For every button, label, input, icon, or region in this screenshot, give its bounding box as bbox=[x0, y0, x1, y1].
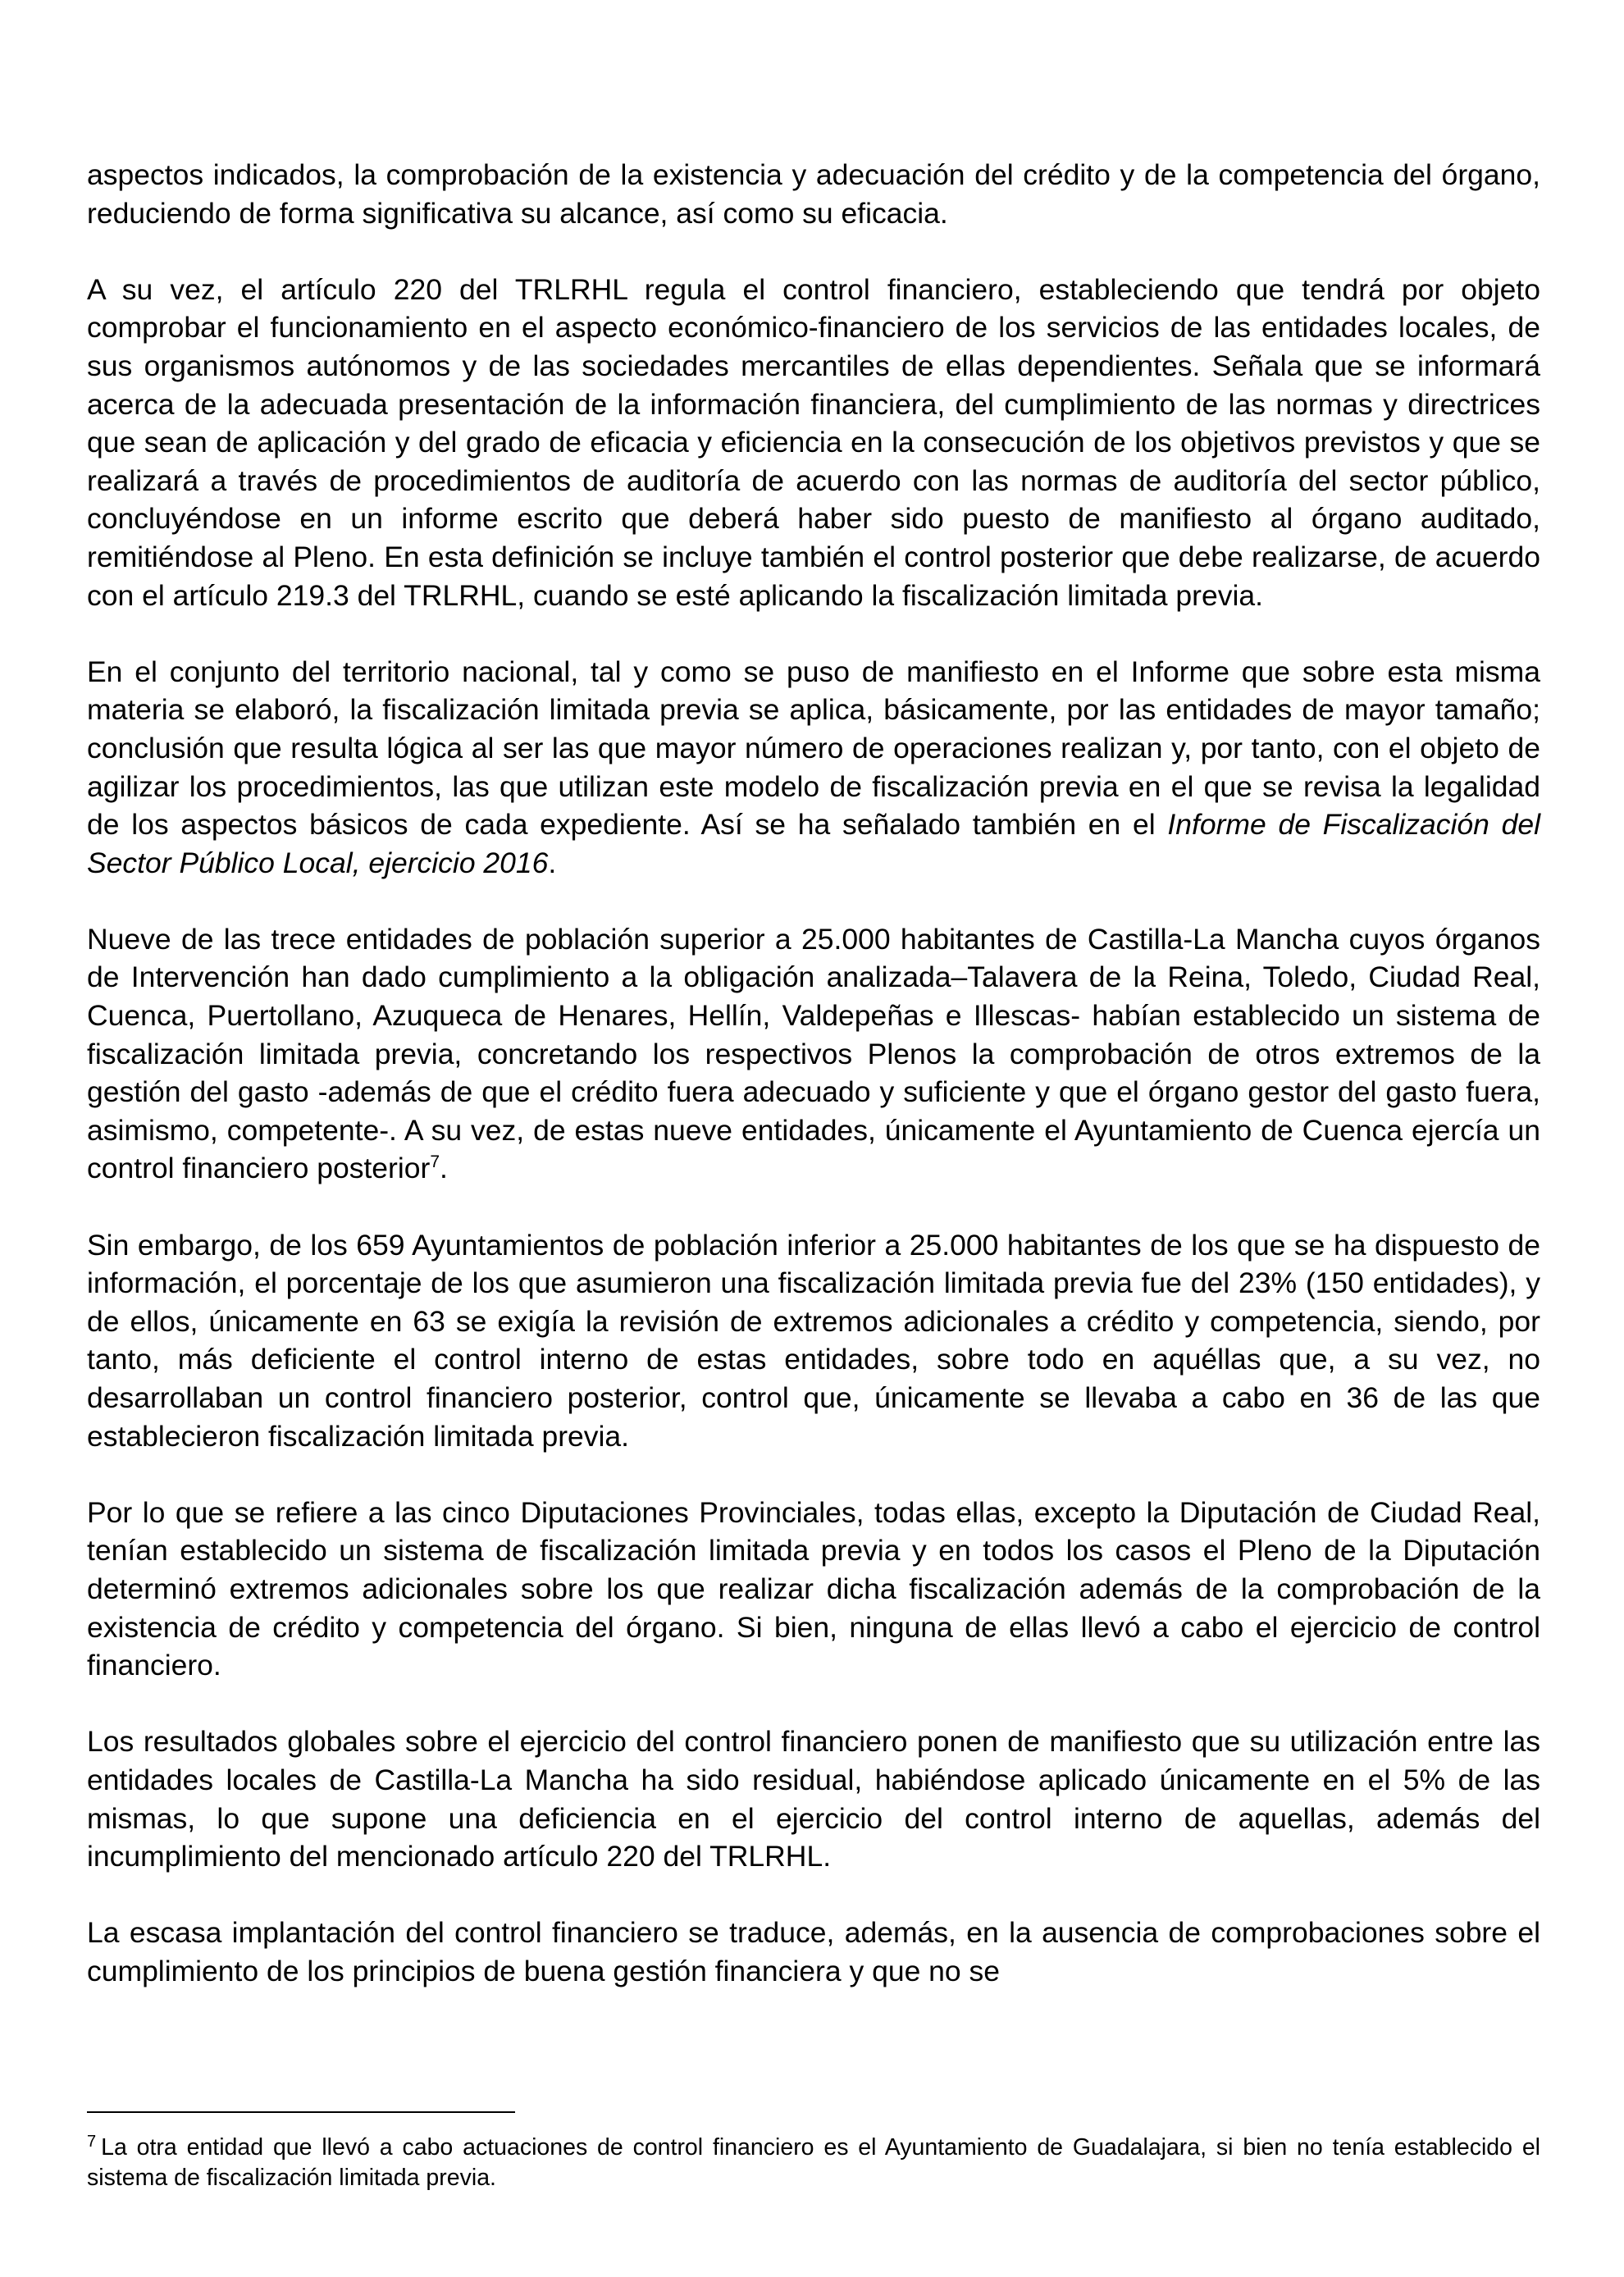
paragraph-3 bbox=[87, 653, 1540, 883]
footnote-reference: 7 bbox=[430, 1152, 440, 1172]
document-body bbox=[87, 156, 1540, 1991]
footnote bbox=[87, 2133, 1540, 2193]
paragraph-1: aspectos indicados, la comprobación de la existencia y adecuación del crédito y de la competencia del órgano, reduciendo de forma significativa su alcance, así como su eficacia. bbox=[87, 158, 1540, 230]
footnote-number: 7 bbox=[87, 2132, 97, 2151]
paragraph-8: La escasa implantación del control financiero se traduce, además, en la ausencia de comprobaciones sobre el cumplimiento de los principios de buena gestión financiera y que no se bbox=[87, 1916, 1540, 1987]
paragraph-4-text: Nueve de las trece entidades de población superior a 25.000 habitantes de Castilla-La Mancha cuyos órganos de Intervención han dado cumplimiento a la obligación analizada–Talavera de la Reina, Toledo, Ciudad Real, Cuenca, Puertollano, Azuqueca de Henares, Hellín, Valdepeñas e Illescas- habían establecido un sistema de fiscalización limitada previa, concretando los respectivos Plenos la comprobación de otros extremos de la gestión del gasto -además de que el crédito fuera adecuado y suficiente y que el órgano gestor del gasto fuera, asimismo, competente-. A su vez, de estas nueve entidades, únicamente el Ayuntamiento de Cuenca ejercía un control financiero posterior bbox=[87, 922, 1540, 1185]
paragraph-5: Sin embargo, de los 659 Ayuntamientos de población inferior a 25.000 habitantes de los que se ha dispuesto de información, el porcentaje de los que asumieron una fiscalización limitada previa fue del 23% (150 entidades), y de ellos, únicamente en 63 se exigía la revisión de extremos adicionales a crédito y competencia, siendo, por tanto, más deficiente el control interno de estas entidades, sobre todo en aquéllas que, a su vez, no desarrollaban un control financiero posterior, control que, únicamente se llevaba a cabo en 36 de las que establecieron fiscalización limitada previa. bbox=[87, 1228, 1540, 1453]
paragraph-7: Los resultados globales sobre el ejercicio del control financiero ponen de manifiesto que su utilización entre las entidades locales de Castilla-La Mancha ha sido residual, habiéndose aplicado únicamente en el 5% de las mismas, lo que supone una deficiencia en el ejercicio del control interno de aquellas, además del incumplimiento del mencionado artículo 220 del TRLRHL. bbox=[87, 1725, 1540, 1873]
paragraph-6: Por lo que se refiere a las cinco Diputaciones Provinciales, todas ellas, excepto la Diputación de Ciudad Real, tenían establecido un sistema de fiscalización limitada previa y en todos los casos el Pleno de la Diputación determinó extremos adicionales sobre los que realizar dicha fiscalización además de la comprobación de la existencia de crédito y competencia del órgano. Si bien, ninguna de ellas llevó a cabo el ejercicio de control financiero. bbox=[87, 1495, 1540, 1682]
paragraph-4-end: . bbox=[440, 1152, 448, 1185]
report-title-italic: Informe de Fiscalización del Sector Público Local, ejercicio 2016 bbox=[87, 808, 1540, 879]
paragraph-4 bbox=[87, 920, 1540, 1188]
footnote-text: La otra entidad que llevó a cabo actuaciones de control financiero es el Ayuntamiento de Guadalajara, si bien no tenía establecido el sistema de fiscalización limitada previa. bbox=[87, 2134, 1540, 2191]
footnote-separator bbox=[87, 2111, 515, 2113]
paragraph-3-end: . bbox=[548, 846, 557, 879]
paragraph-3-text: En el conjunto del territorio nacional, tal y como se puso de manifiesto en el Informe que sobre esta misma materia se elaboró, la fiscalización limitada previa se aplica, básicamente, por las entidades de mayor tamaño; conclusión que resulta lógica al ser las que mayor número de operaciones realizan y, por tanto, con el objeto de agilizar los procedimientos, las que utilizan este modelo de fiscalización previa en el que se revisa la legalidad de los aspectos básicos de cada expediente. Así se ha señalado también en el bbox=[87, 655, 1540, 842]
paragraph-2: A su vez, el artículo 220 del TRLRHL regula el control financiero, estableciendo que tendrá por objeto comprobar el funcionamiento en el aspecto económico-financiero de los servicios de las entidades locales, de sus organismos autónomos y de las sociedades mercantiles de ellas dependientes. Señala que se informará acerca de la adecuada presentación de la información financiera, del cumplimiento de las normas y directrices que sean de aplicación y del grado de eficacia y eficiencia en la consecución de los objetivos previstos y que se realizará a través de procedimientos de auditoría de acuerdo con las normas de auditoría del sector público, concluyéndose en un informe escrito que deberá haber sido puesto de manifiesto al órgano auditado, remitiéndose al Pleno. En esta definición se incluye también el control posterior que debe realizarse, de acuerdo con el artículo 219.3 del TRLRHL, cuando se esté aplicando la fiscalización limitada previa. bbox=[87, 272, 1540, 612]
